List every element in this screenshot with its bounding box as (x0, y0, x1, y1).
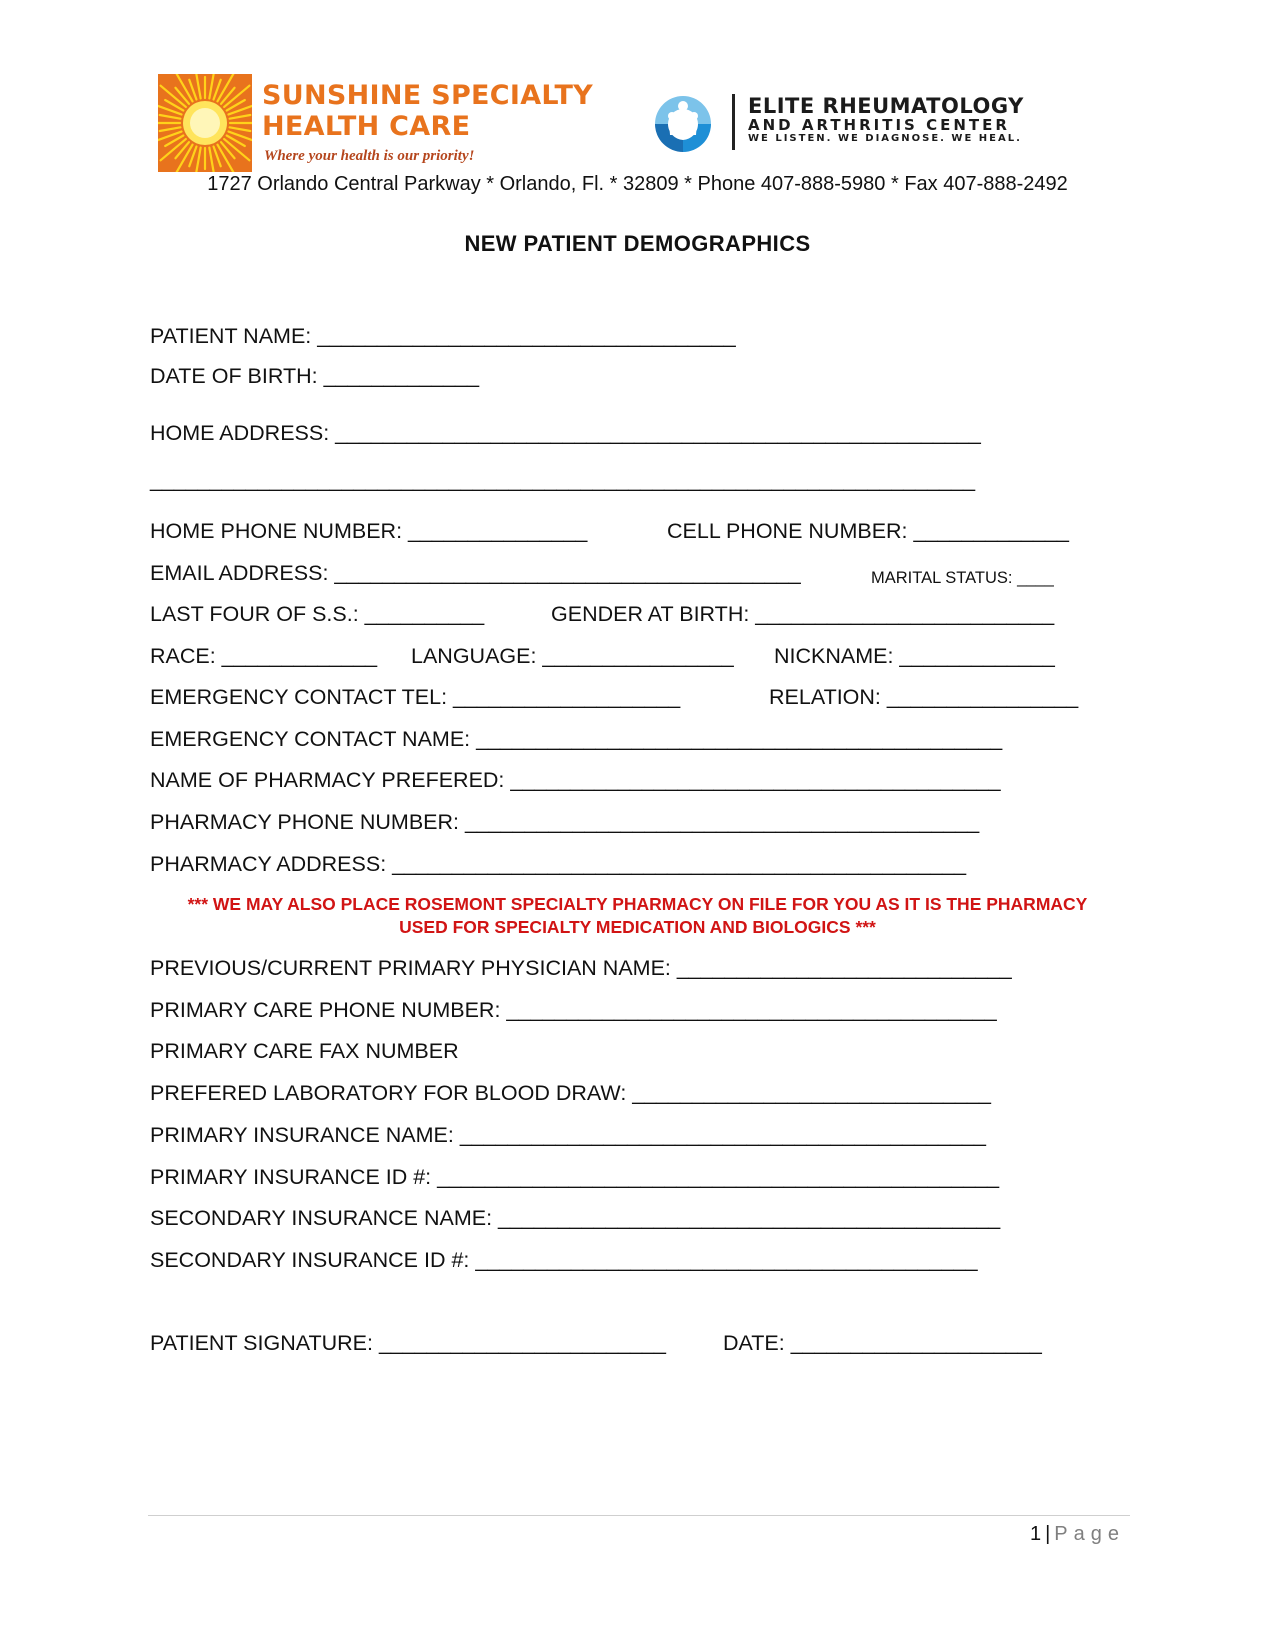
primary-care-phone-field[interactable]: PRIMARY CARE PHONE NUMBER: _________________________________________ (150, 998, 997, 1022)
pharmacy-phone-field[interactable]: PHARMACY PHONE NUMBER: ___________________________________________ (150, 810, 980, 834)
logo-name-line2: HEALTH CARE (262, 111, 471, 142)
page-number-separator: | (1045, 1523, 1051, 1545)
ssn-last-four-field[interactable]: LAST FOUR OF S.S.: __________ (150, 602, 485, 626)
primary-insurance-name-field[interactable]: PRIMARY INSURANCE NAME: ____________________________________________ (150, 1123, 986, 1147)
cell-phone-field[interactable]: CELL PHONE NUMBER: _____________ (667, 519, 1069, 543)
patient-signature-field[interactable]: PATIENT SIGNATURE: ________________________ (150, 1331, 666, 1355)
people-circle-icon (648, 92, 718, 156)
page-label: Page (1054, 1523, 1125, 1545)
logo-line3: WE LISTEN. WE DIAGNOSE. WE HEAL. (748, 133, 1022, 144)
primary-care-fax-label: PRIMARY CARE FAX NUMBER (150, 1039, 459, 1063)
marital-status-label: MARITAL STATUS: ____ (871, 569, 1054, 587)
secondary-insurance-id-field[interactable]: SECONDARY INSURANCE ID #: __________________________________________ (150, 1248, 978, 1272)
marital-status-field[interactable] (871, 563, 1054, 591)
logo-divider (732, 94, 735, 150)
page-number (1030, 1523, 1125, 1546)
emergency-contact-name-field[interactable]: EMERGENCY CONTACT NAME: ____________________________________________ (150, 727, 1003, 751)
language-field[interactable]: LANGUAGE: ________________ (411, 644, 734, 668)
pharmacy-notice (135, 893, 1140, 939)
page-number-value: 1 (1029, 1523, 1042, 1545)
sun-icon (158, 74, 252, 172)
primary-physician-field[interactable]: PREVIOUS/CURRENT PRIMARY PHYSICIAN NAME: ____________________________ (150, 956, 1012, 980)
footer-divider (148, 1515, 1130, 1516)
relation-field[interactable]: RELATION: ________________ (769, 685, 1079, 709)
home-address-field[interactable]: HOME ADDRESS: ______________________________________________________ (150, 421, 981, 445)
gender-at-birth-field[interactable]: GENDER AT BIRTH: _________________________ (551, 602, 1055, 626)
nickname-field[interactable]: NICKNAME: _____________ (774, 644, 1055, 668)
signature-date-field[interactable]: DATE: _____________________ (723, 1331, 1042, 1355)
home-address-line2-field[interactable]: _____________________________________________________________________ (150, 468, 976, 492)
email-field[interactable]: EMAIL ADDRESS: _______________________________________ (150, 561, 801, 585)
home-phone-field[interactable]: HOME PHONE NUMBER: _______________ (150, 519, 588, 543)
notice-line2: USED FOR SPECIALTY MEDICATION AND BIOLOGICS *** (399, 917, 876, 937)
patient-name-field[interactable]: PATIENT NAME: ___________________________________ (150, 324, 736, 348)
emergency-contact-tel-field[interactable]: EMERGENCY CONTACT TEL: ___________________ (150, 685, 681, 709)
sunshine-logo (158, 74, 594, 172)
logo-tagline: Where your health is our priority! (264, 148, 475, 164)
primary-insurance-id-field[interactable]: PRIMARY INSURANCE ID #: _______________________________________________ (150, 1165, 1000, 1189)
clinic-address: 1727 Orlando Central Parkway * Orlando, Fl. * 32809 * Phone 407-888-5980 * Fax 407-888-2492 (207, 173, 1068, 195)
pharmacy-address-field[interactable]: PHARMACY ADDRESS: ________________________________________________ (150, 852, 967, 876)
page-title: NEW PATIENT DEMOGRAPHICS (464, 231, 811, 256)
date-of-birth-field[interactable]: DATE OF BIRTH: _____________ (150, 364, 480, 388)
race-field[interactable]: RACE: _____________ (150, 644, 378, 668)
secondary-insurance-name-field[interactable]: SECONDARY INSURANCE NAME: __________________________________________ (150, 1206, 1001, 1230)
logo-name-line1: SUNSHINE SPECIALTY (262, 80, 594, 111)
notice-line1: *** WE MAY ALSO PLACE ROSEMONT SPECIALTY PHARMACY ON FILE FOR YOU AS IT IS THE PHARMACY (187, 894, 1088, 914)
logo-line1: ELITE RHEUMATOLOGY (748, 94, 1024, 118)
pharmacy-name-field[interactable]: NAME OF PHARMACY PREFERED: _________________________________________ (150, 768, 1001, 792)
elite-rheumatology-logo (648, 92, 1068, 156)
logo-line2: AND ARTHRITIS CENTER (748, 116, 1010, 134)
laboratory-field[interactable]: PREFERED LABORATORY FOR BLOOD DRAW: ______________________________ (150, 1081, 991, 1105)
